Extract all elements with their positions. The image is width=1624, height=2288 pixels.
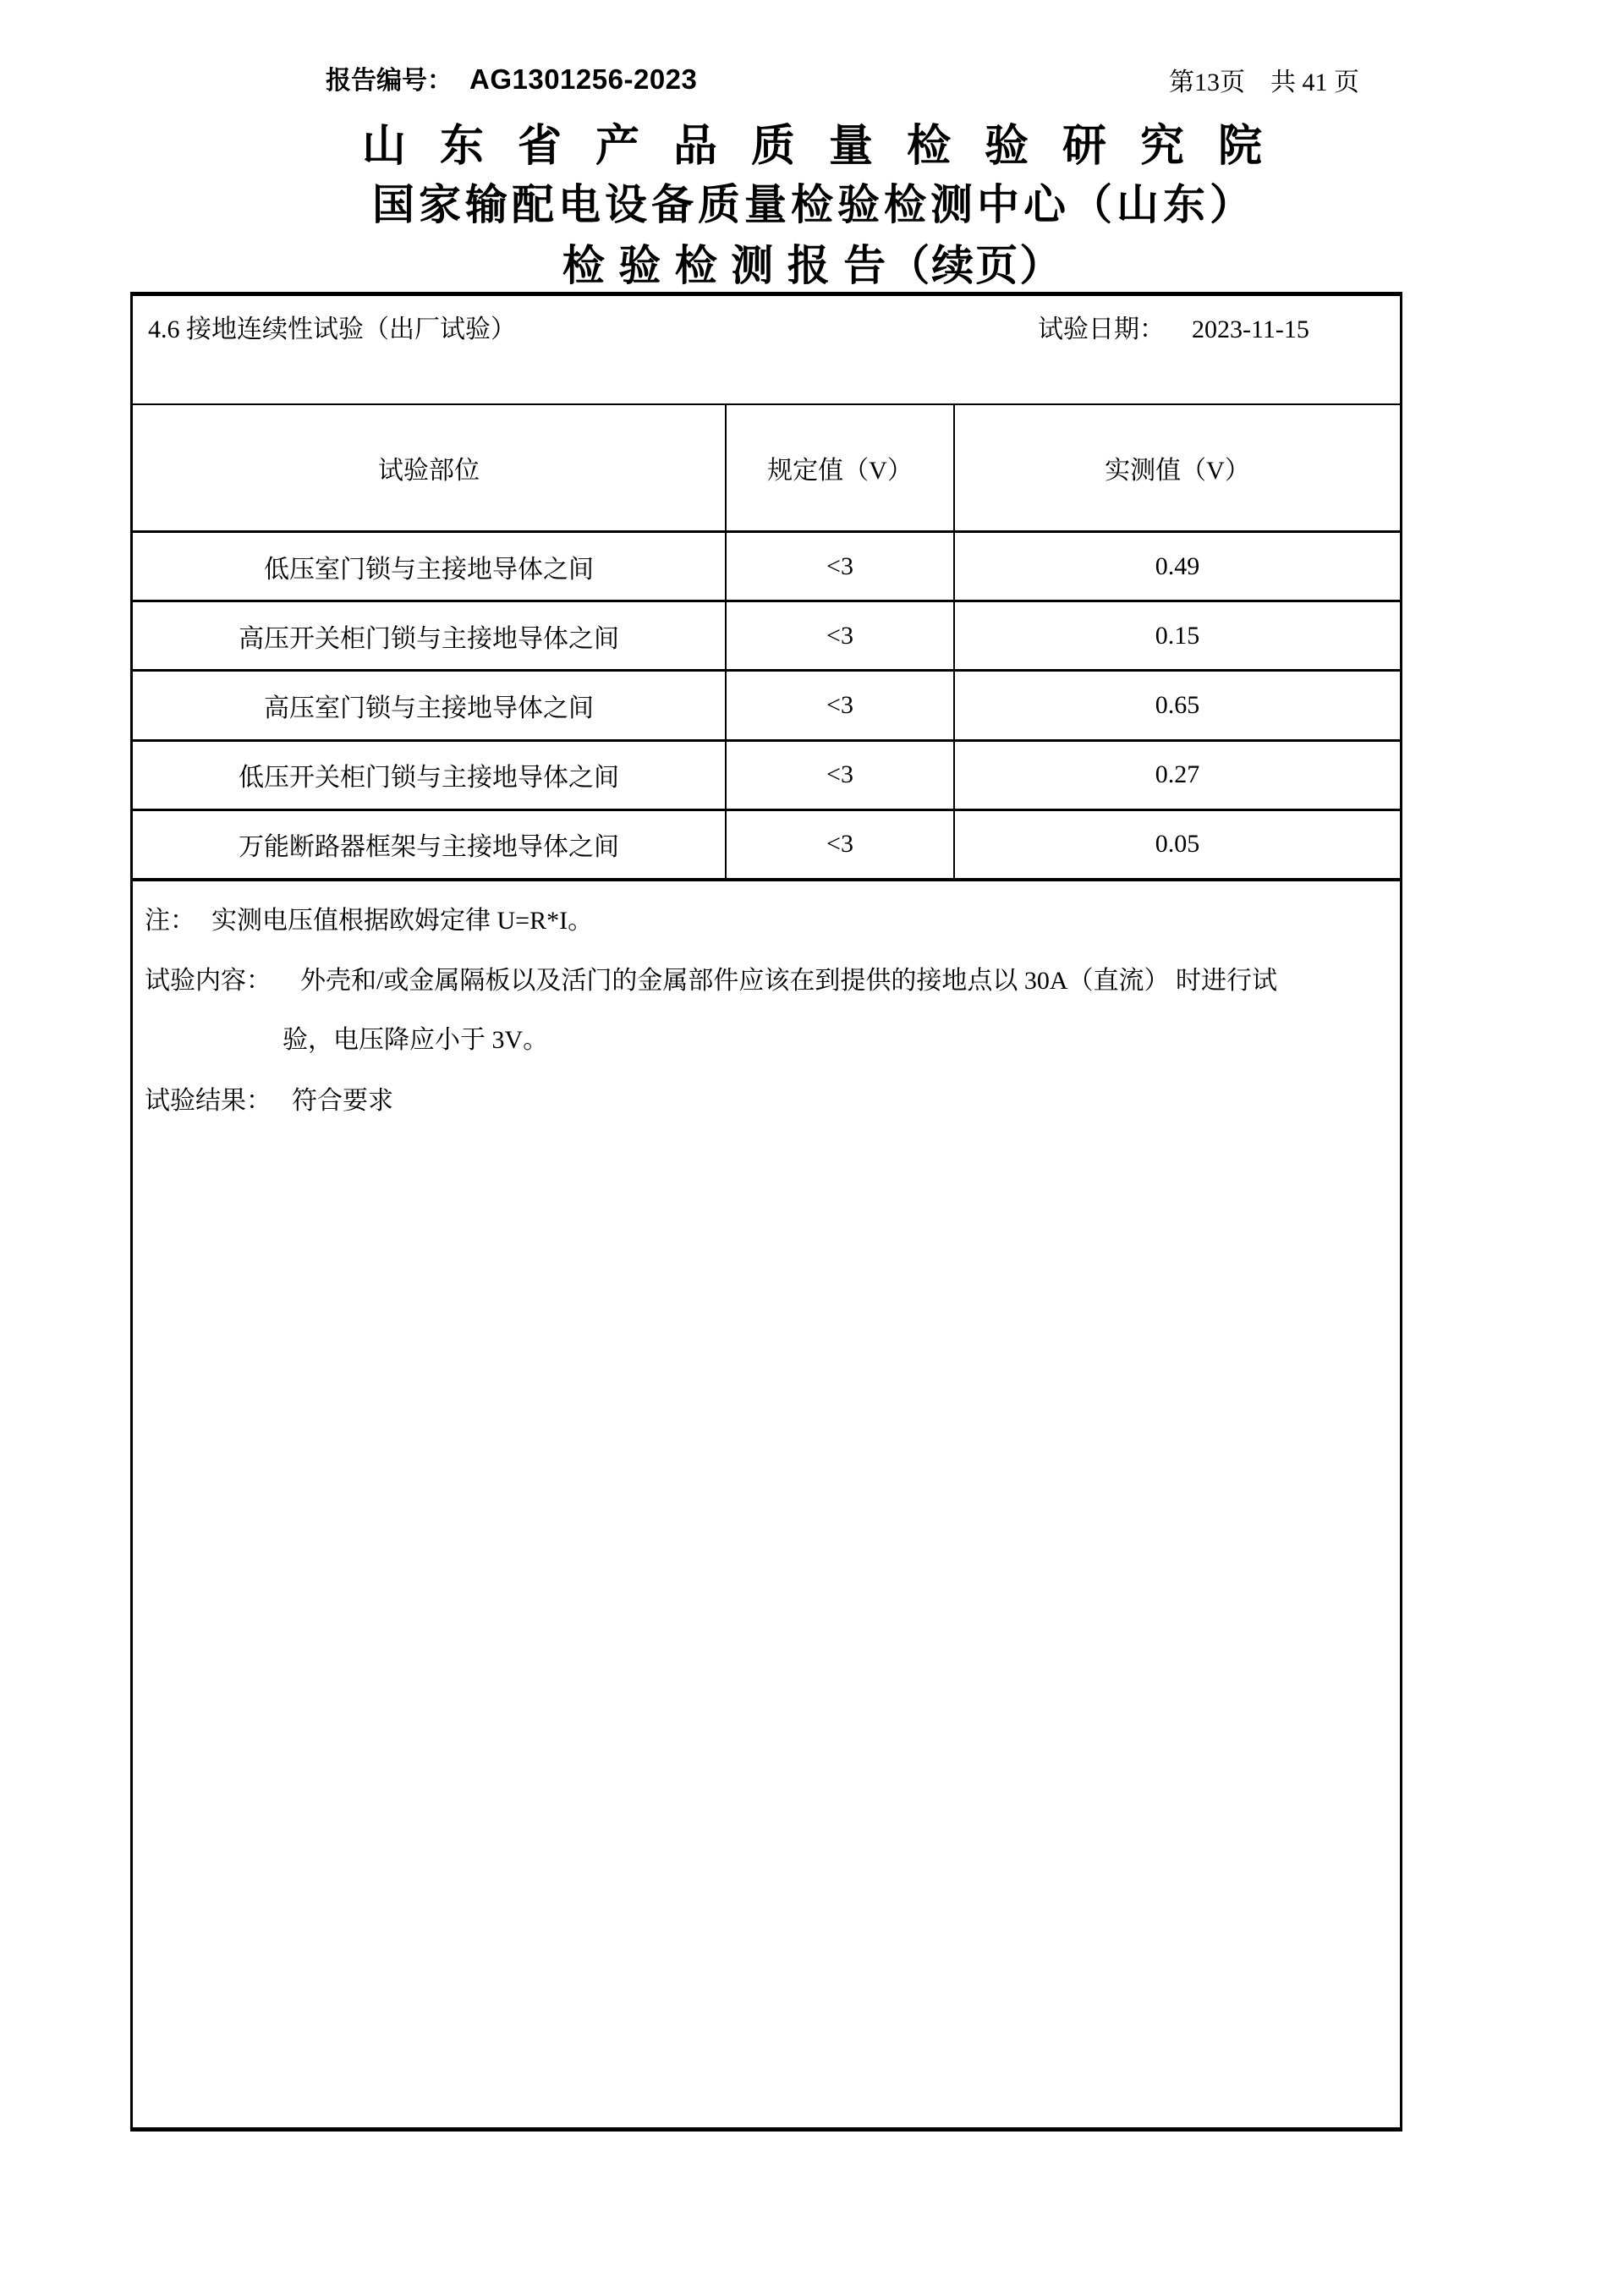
center-title: 国家输配电设备质量检验检测中心（山东）: [372, 181, 1256, 228]
test-result-text: 符合要求: [292, 1087, 393, 1115]
test-result-line: [145, 1089, 393, 1114]
test-date: [1038, 308, 1309, 345]
note-line: [145, 908, 593, 934]
table-row-spec: <3: [725, 669, 953, 738]
note-label: 注：: [145, 907, 195, 935]
page-total: 共 41 页: [1270, 69, 1359, 96]
col-header-measured: 实测值（V）: [953, 405, 1400, 530]
test-content-label: 试验内容：: [145, 967, 272, 995]
table-row-part: 低压开关柜门锁与主接地导体之间: [133, 739, 725, 809]
table-row-measured: 0.65: [953, 669, 1400, 738]
table-row-measured: 0.49: [953, 530, 1400, 600]
table-row-part: 低压室门锁与主接地导体之间: [133, 530, 725, 600]
report-number-label: 报告编号：: [326, 67, 453, 95]
table-row-part: 高压开关柜门锁与主接地导体之间: [133, 600, 725, 669]
test-content-text-1: 外壳和/或金属隔板以及活门的金属部件应该在到提供的接地点以 30A（直流） 时进行试: [300, 967, 1277, 995]
table-row-part: 万能断路器框架与主接地导体之间: [133, 809, 725, 878]
report-title: 检 验 检 测 报 告（续页）: [562, 242, 1064, 289]
col-header-spec: 规定值（V）: [725, 405, 953, 530]
table-row-spec: <3: [725, 809, 953, 878]
table-row-spec: <3: [725, 739, 953, 809]
table-row-measured: 0.05: [953, 809, 1400, 878]
note-text: 实测电压值根据欧姆定律 U=R*I。: [211, 907, 594, 935]
table-row-measured: 0.15: [953, 600, 1400, 669]
table-row-part: 高压室门锁与主接地导体之间: [133, 669, 725, 738]
test-result-label: 试验结果：: [145, 1087, 272, 1115]
table-row-spec: <3: [725, 600, 953, 669]
results-table: [133, 403, 1400, 881]
page-info: [1169, 61, 1359, 98]
page-current: 第13页: [1169, 69, 1245, 96]
section-heading: 4.6 接地连续性试验（出厂试验）: [148, 315, 516, 343]
table-row-measured: 0.27: [953, 739, 1400, 809]
col-header-part: 试验部位: [378, 457, 480, 485]
test-content-line-2: [283, 1028, 548, 1053]
report-number: [326, 59, 697, 96]
test-content-text-2: 验，电压降应小于 3V。: [283, 1026, 549, 1054]
test-date-label: 试验日期：: [1038, 315, 1165, 343]
test-date-value: 2023-11-15: [1192, 315, 1309, 343]
report-number-value: AG1301256-2023: [469, 63, 698, 95]
report-body-frame: [130, 292, 1402, 2132]
test-content-line-1: [145, 968, 1277, 994]
table-row-spec: <3: [725, 530, 953, 600]
org-title: 山东省产品质量检验研究院: [361, 123, 1296, 171]
